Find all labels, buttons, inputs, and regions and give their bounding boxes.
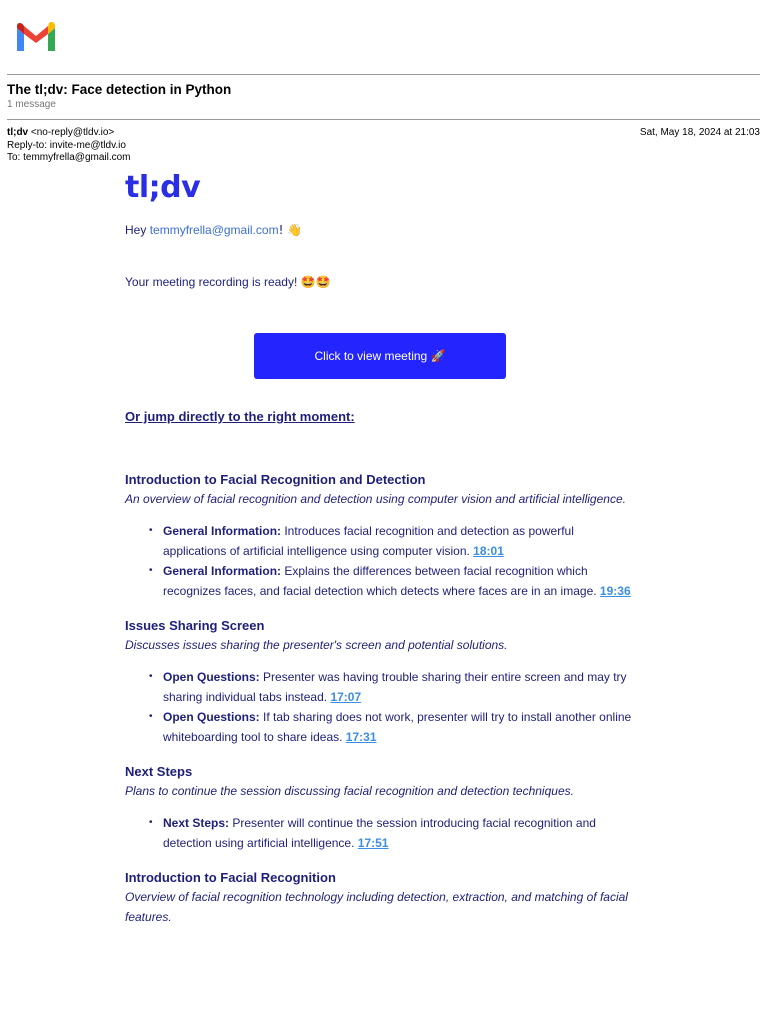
list-item [163,667,635,707]
email-date: Sat, May 18, 2024 at 21:03 [639,127,760,138]
list-item [163,561,635,601]
section-description: An overview of facial recognition and detection using computer vision and artificial intelligence. [125,492,626,506]
section-description: Discusses issues sharing the presenter's screen and potential solutions. [125,638,508,652]
list-item [163,707,635,747]
greeting [125,223,635,237]
gmail-logo-icon [14,20,58,54]
section-title: Introduction to Facial Recognition [125,870,336,885]
email-header [7,127,131,165]
section-description: Plans to continue the session discussing facial recognition and detection techniques. [125,784,574,798]
item-label: General Information: [163,524,282,538]
list-item [163,521,635,561]
message-count: 1 message [7,99,56,110]
item-label: Open Questions: [163,670,260,684]
timestamp-link[interactable]: 18:01 [473,544,504,558]
timestamp-link[interactable]: 17:07 [330,690,362,704]
reply-to: Reply-to: invite-me@tldv.io [7,139,126,151]
sections-list [125,472,635,927]
item-text: Presenter will continue the session introducing facial recognition and detection using artificial intelligence. [163,816,596,850]
button-row [125,333,635,379]
item-text: If tab sharing does not work, presenter will try to install another online whiteboarding tool to share ideas. [163,710,632,744]
item-text: Presenter was having trouble sharing their entire screen and may try sharing individual tabs instead. [163,670,627,704]
email-subject: The tl;dv: Face detection in Python [7,82,232,97]
topic-section [125,764,635,853]
timestamp-link[interactable]: 19:36 [599,584,631,598]
bullet-list [125,813,635,853]
list-item [163,813,635,853]
sender-name: tl;dv [7,127,29,138]
section-title: Next Steps [125,764,193,779]
brand-logo: tl;dv [125,170,201,205]
view-meeting-button[interactable]: Click to view meeting 🚀 [254,333,506,379]
bullet-list [125,521,635,601]
item-text: Explains the differences between facial recognition which recognizes faces, and facial detection which detects where faces are in an image. [163,564,600,598]
topic-section [125,618,635,747]
to-line: To: temmyfrella@gmail.com [7,152,131,163]
divider [7,119,760,120]
greeting-prefix: Hey [125,223,150,237]
section-title: Issues Sharing Screen [125,618,265,633]
bullet-list [125,667,635,747]
ready-text: Your meeting recording is ready! 🤩🤩 [125,275,331,289]
email-body [125,170,635,927]
topic-section [125,870,635,927]
divider [7,74,760,75]
sender-email: <no-reply@tldv.io> [30,127,115,138]
timestamp-link[interactable]: 17:51 [357,836,389,850]
item-label: Open Questions: [163,710,260,724]
topic-section [125,472,635,601]
item-text: Introduces facial recognition and detection as powerful applications of artificial intelligence using computer vision. [163,524,574,558]
timestamp-link[interactable]: 17:31 [345,730,377,744]
item-label: General Information: [163,564,282,578]
section-title: Introduction to Facial Recognition and Detection [125,472,426,487]
jump-link[interactable]: Or jump directly to the right moment: [125,409,355,424]
greeting-email-link[interactable]: temmyfrella@gmail.com [149,223,279,237]
section-description: Overview of facial recognition technology including detection, extraction, and matching of facial features. [125,890,628,924]
greeting-suffix: ! 👋 [278,223,303,237]
item-label: Next Steps: [163,816,230,830]
